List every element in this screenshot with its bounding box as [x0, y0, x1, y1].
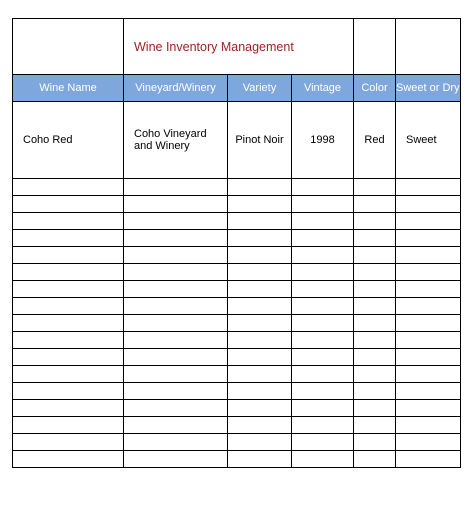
empty-cell[interactable] [354, 264, 396, 281]
empty-cell[interactable] [124, 196, 228, 213]
empty-cell[interactable] [354, 281, 396, 298]
empty-cell[interactable] [354, 298, 396, 315]
empty-cell[interactable] [396, 434, 461, 451]
empty-cell[interactable] [292, 264, 354, 281]
title-blank-cell [354, 19, 396, 75]
cell-vineyard[interactable]: Coho Vineyard and Winery [124, 102, 228, 179]
empty-cell[interactable] [292, 383, 354, 400]
empty-cell[interactable] [354, 332, 396, 349]
inventory-sheet [12, 18, 461, 468]
title-blank-cell [13, 19, 124, 75]
empty-cell[interactable] [396, 230, 461, 247]
empty-table-row [13, 400, 461, 417]
empty-cell[interactable] [228, 213, 292, 230]
table-row [13, 102, 461, 179]
empty-cell[interactable] [396, 400, 461, 417]
empty-table-row [13, 281, 461, 298]
empty-cell[interactable] [124, 179, 228, 196]
empty-cell[interactable] [13, 298, 124, 315]
title-row [13, 19, 461, 75]
empty-cell[interactable] [354, 213, 396, 230]
empty-cell[interactable] [292, 179, 354, 196]
empty-cell[interactable] [228, 196, 292, 213]
empty-cell[interactable] [396, 332, 461, 349]
empty-cell[interactable] [292, 213, 354, 230]
empty-cell[interactable] [354, 349, 396, 366]
cell-vintage[interactable]: 1998 [292, 102, 354, 179]
header-row [13, 75, 461, 102]
empty-table-row [13, 315, 461, 332]
empty-cell[interactable] [13, 281, 124, 298]
inventory-table [12, 18, 461, 468]
empty-cell[interactable] [228, 230, 292, 247]
empty-table-row [13, 332, 461, 349]
empty-cell[interactable] [13, 230, 124, 247]
column-header-vintage: Vintage [292, 75, 354, 102]
empty-cell[interactable] [396, 417, 461, 434]
empty-table-row [13, 451, 461, 468]
empty-cell[interactable] [124, 247, 228, 264]
empty-cell[interactable] [228, 451, 292, 468]
empty-cell[interactable] [13, 366, 124, 383]
sheet-title: Wine Inventory Management [124, 19, 354, 75]
empty-cell[interactable] [396, 264, 461, 281]
empty-cell[interactable] [13, 451, 124, 468]
empty-table-row [13, 434, 461, 451]
empty-cell[interactable] [228, 332, 292, 349]
empty-cell[interactable] [292, 230, 354, 247]
empty-cell[interactable] [354, 230, 396, 247]
empty-cell[interactable] [228, 434, 292, 451]
empty-cell[interactable] [396, 281, 461, 298]
column-header-sweet-or-dry: Sweet or Dry [396, 75, 461, 102]
empty-table-row [13, 196, 461, 213]
empty-cell[interactable] [13, 179, 124, 196]
cell-color[interactable]: Red [354, 102, 396, 179]
empty-cell[interactable] [124, 230, 228, 247]
empty-cell[interactable] [354, 400, 396, 417]
empty-cell[interactable] [292, 281, 354, 298]
empty-table-row [13, 383, 461, 400]
empty-cell[interactable] [292, 196, 354, 213]
empty-cell[interactable] [396, 179, 461, 196]
empty-cell[interactable] [396, 315, 461, 332]
empty-cell[interactable] [228, 383, 292, 400]
empty-cell[interactable] [292, 417, 354, 434]
empty-cell[interactable] [354, 417, 396, 434]
empty-cell[interactable] [13, 213, 124, 230]
empty-cell[interactable] [354, 451, 396, 468]
empty-cell[interactable] [228, 349, 292, 366]
empty-cell[interactable] [124, 281, 228, 298]
empty-cell[interactable] [124, 417, 228, 434]
empty-cell[interactable] [354, 247, 396, 264]
empty-cell[interactable] [354, 383, 396, 400]
empty-cell[interactable] [354, 434, 396, 451]
empty-table-row [13, 179, 461, 196]
empty-cell[interactable] [124, 451, 228, 468]
empty-cell[interactable] [124, 213, 228, 230]
empty-cell[interactable] [124, 434, 228, 451]
empty-cell[interactable] [228, 264, 292, 281]
empty-cell[interactable] [13, 383, 124, 400]
empty-cell[interactable] [124, 298, 228, 315]
empty-cell[interactable] [228, 281, 292, 298]
empty-cell[interactable] [396, 213, 461, 230]
empty-cell[interactable] [292, 366, 354, 383]
empty-table-row [13, 230, 461, 247]
empty-cell[interactable] [124, 332, 228, 349]
empty-cell[interactable] [13, 400, 124, 417]
empty-cell[interactable] [396, 349, 461, 366]
empty-cell[interactable] [292, 298, 354, 315]
empty-cell[interactable] [124, 383, 228, 400]
empty-cell[interactable] [292, 434, 354, 451]
empty-cell[interactable] [292, 451, 354, 468]
empty-cell[interactable] [396, 196, 461, 213]
empty-cell[interactable] [354, 366, 396, 383]
empty-cell[interactable] [228, 417, 292, 434]
empty-cell[interactable] [13, 247, 124, 264]
empty-table-row [13, 264, 461, 281]
empty-table-row [13, 298, 461, 315]
empty-cell[interactable] [354, 179, 396, 196]
empty-cell[interactable] [292, 247, 354, 264]
empty-cell[interactable] [228, 400, 292, 417]
empty-cell[interactable] [228, 366, 292, 383]
empty-cell[interactable] [124, 315, 228, 332]
empty-table-row [13, 417, 461, 434]
empty-table-row [13, 349, 461, 366]
empty-cell[interactable] [396, 366, 461, 383]
empty-cell[interactable] [396, 383, 461, 400]
cell-wine-name[interactable]: Coho Red [13, 102, 124, 179]
empty-cell[interactable] [13, 417, 124, 434]
empty-cell[interactable] [13, 434, 124, 451]
empty-cell[interactable] [124, 400, 228, 417]
column-header-variety: Variety [228, 75, 292, 102]
empty-cell[interactable] [396, 451, 461, 468]
empty-table-row [13, 213, 461, 230]
empty-cell[interactable] [292, 349, 354, 366]
column-header-wine-name: Wine Name [13, 75, 124, 102]
empty-cell[interactable] [354, 196, 396, 213]
empty-cell[interactable] [396, 247, 461, 264]
empty-cell[interactable] [228, 247, 292, 264]
empty-cell[interactable] [228, 179, 292, 196]
empty-cell[interactable] [292, 332, 354, 349]
empty-cell[interactable] [124, 366, 228, 383]
empty-cell[interactable] [13, 332, 124, 349]
empty-cell[interactable] [292, 400, 354, 417]
empty-table-row [13, 366, 461, 383]
empty-cell[interactable] [13, 315, 124, 332]
cell-sweet-or-dry[interactable]: Sweet [396, 102, 461, 179]
column-header-vineyard: Vineyard/Winery [124, 75, 228, 102]
empty-cell[interactable] [13, 349, 124, 366]
empty-cell[interactable] [228, 298, 292, 315]
empty-cell[interactable] [124, 264, 228, 281]
empty-table-row [13, 247, 461, 264]
empty-cell[interactable] [354, 315, 396, 332]
empty-cell[interactable] [13, 196, 124, 213]
empty-cell[interactable] [292, 315, 354, 332]
empty-cell[interactable] [13, 264, 124, 281]
title-blank-cell [396, 19, 461, 75]
empty-cell[interactable] [396, 298, 461, 315]
empty-cell[interactable] [124, 349, 228, 366]
cell-variety[interactable]: Pinot Noir [228, 102, 292, 179]
column-header-color: Color [354, 75, 396, 102]
empty-cell[interactable] [228, 315, 292, 332]
